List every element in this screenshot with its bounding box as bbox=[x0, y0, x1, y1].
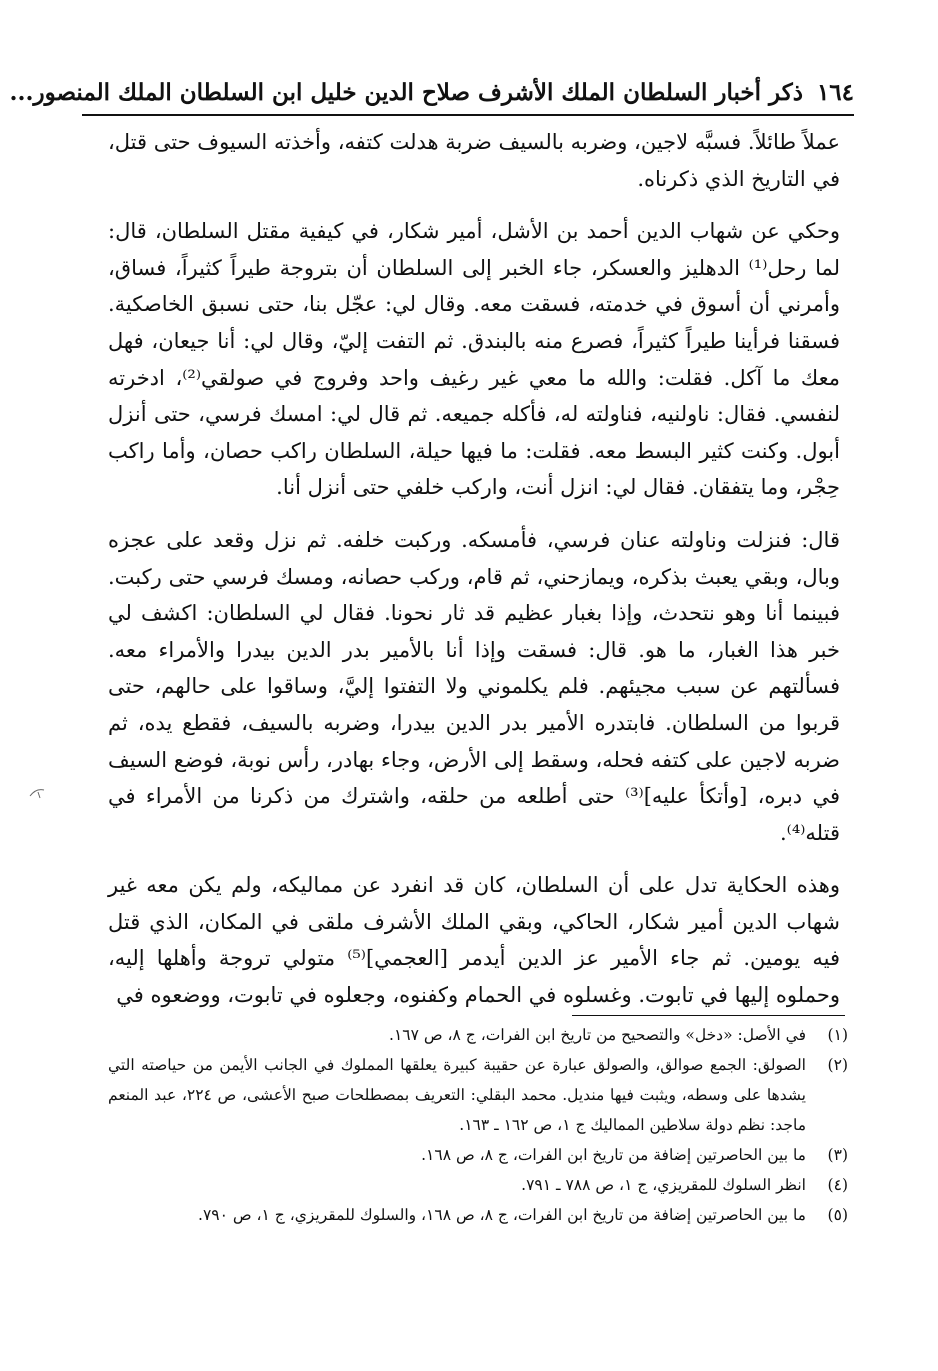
page-number: ١٦٤ bbox=[816, 79, 854, 106]
footnote-number: (٣) bbox=[827, 1146, 848, 1164]
main-text bbox=[108, 124, 840, 1030]
footnote-number: (٢) bbox=[827, 1056, 848, 1074]
footnote bbox=[108, 1020, 848, 1050]
footnote-number: (٤) bbox=[827, 1176, 848, 1194]
footnote-text: ما بين الحاصرتين إضافة من تاريخ ابن الفرات، ج ٨، ص ١٦٨، والسلوك للمقريزي، ج ١، ص ٧٩٠. bbox=[198, 1206, 806, 1224]
footnote-text: في الأصل: «دخل» والتصحيح من تاريخ ابن الفرات، ج ٨، ص ١٦٧. bbox=[389, 1026, 806, 1044]
running-header bbox=[9, 78, 854, 116]
footnote-number: (٥) bbox=[827, 1206, 848, 1224]
footnote bbox=[108, 1050, 848, 1140]
footnote bbox=[108, 1140, 848, 1170]
paragraph: قال: فنزلت وناولته عنان فرسي، فأمسكه. وركبت خلفه. ثم نزل وقعد على عجزه وبال، وبقي يعبث بذكره، ويمازحني، ثم قام، وركب حصانه، ومسك فرسي حتى ركبت. فبينما أنا وهو نتحدث، وإذا بغبار عظيم قد ثار نحونا. فقال لي السلطان: اكشف لي خبر هذا الغبار، ما هو. قال: فسقت وإذا أنا بالأمير بدر الدين بيدرا والأمراء معه. فسألتهم عن سبب مجيئهم. فلم يكلموني ولا التفتوا إليَّ، وساقوا على حالهم، حتى قربوا من السلطان. فابتدره الأمير بدر الدين بيدرا، وضربه بالسيف، فقطع يده، ثم ضربه لاجين على كتفه فحله، وسقط إلى الأرض، وجاء بهادر، رأس نوبة، فوضع السيف في دبره، [وأتكأ عليه]⁽³⁾ حتى أطلعه من حلقه، واشترك من ذكرنا من الأمراء في قتله⁽⁴⁾. bbox=[108, 527, 840, 845]
footnote bbox=[108, 1200, 848, 1230]
footnote-number: (١) bbox=[827, 1026, 848, 1044]
paragraph: وهذه الحكاية تدل على أن السلطان، كان قد انفرد عن مماليكه، ولم يكن معه غير شهاب الدين أمير شكار، الحاكي، وبقي الملك الأشرف ملقى في المكان، الذي قتل فيه يومين. ثم جاء الأمير عز الدين أيدمر [العجمي]⁽⁵⁾ متولي تروجة وأهلها إليه، وحملوه إليها في تابوت. وغسلوه في الحمام وكفنوه، وجعلوه في تابوت، ووضعوه في bbox=[108, 873, 840, 1008]
footnotes bbox=[108, 1020, 848, 1230]
footnote bbox=[108, 1170, 848, 1200]
footnote-text: ما بين الحاصرتين إضافة من تاريخ ابن الفرات، ج ٨، ص ١٦٨. bbox=[421, 1146, 806, 1164]
pen-mark-icon bbox=[28, 786, 48, 800]
paragraph: وحكي عن شهاب الدين أحمد بن الأشل، أمير شكار، في كيفية مقتل السلطان، قال: لما رحل⁽¹⁾ الدهليز والعسكر، جاء الخبر إلى السلطان أن بتروجة طيراً كثيراً، فساق، وأمرني أن أسوق في خدمته، فسقت معه. وقال لي: عجّل بنا، حتى نسبق الخاصكية. فسقنا فرأينا طيراً كثيراً، فصرع منه بالبندق. ثم التفت إليّ، وقال لي: أنا جيعان، فهل معك ما آكل. فقلت: والله ما معي غير رغيف واحد وفروج في صولقي⁽²⁾، ادخرته لنفسي. فقال: ناولنيه، فناولته له، فأكله جميعه. ثم قال لي: امسك فرسي، حتى أنزل أبول. وكنت كثير البسط معه. فقلت: ما فيها حيلة، السلطان راكب حصان، وأما راكب حِجْر، وما يتفقان. فقال لي: انزل أنت، واركب خلفي حتى أنزل أنا. bbox=[108, 219, 841, 500]
footnote-text: انظر السلوك للمقريزي، ج ١، ص ٧٨٨ ـ ٧٩١. bbox=[521, 1176, 806, 1194]
paragraph: عملاً طائلاً. فسبَّه لاجين، وضربه بالسيف ضربة هدلت كتفه، وأخذته السيوف حتى قتل، في التاريخ الذي ذكرناه. bbox=[108, 130, 840, 191]
running-title: ذكر أخبار السلطان الملك الأشرف صلاح الدين خليل ابن السلطان الملك المنصور... bbox=[9, 79, 803, 106]
footnote-separator bbox=[572, 1015, 845, 1016]
footnote-text: الصولق: الجمع صوالق، والصولق عبارة عن حقيبة كبيرة يعلقها المملوك في الجانب الأيمن من حياصته التي يشدها على وسطه، ويثبت فيها منديل. محمد البقلي: التعريف بمصطلحات صبح الأعشى، ص ٢٢٤، عبد المنعم ماجد: نظم دولة سلاطين المماليك ج ١، ص ١٦٢ ـ ١٦٣. bbox=[108, 1056, 806, 1134]
